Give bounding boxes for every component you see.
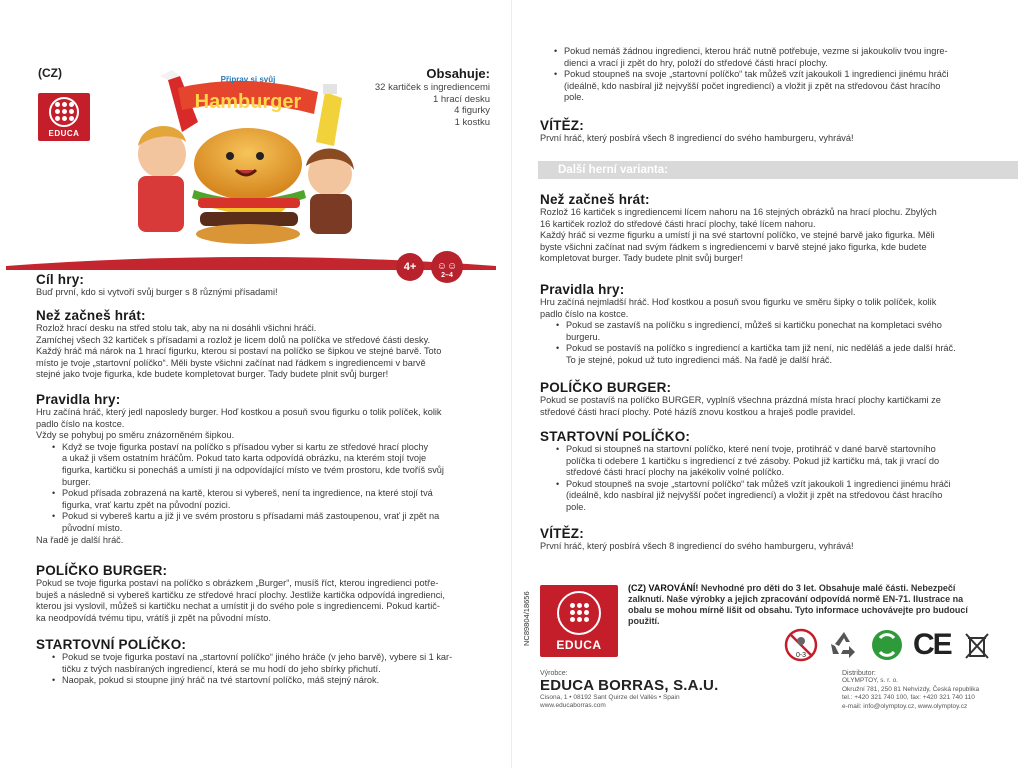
setup-title: Než začneš hrát: — [36, 308, 146, 323]
contents-box — [375, 66, 490, 128]
top-bullet — [564, 69, 1014, 104]
dist-label: Distributor: — [842, 670, 876, 677]
burger-line: Pokud se postavíš na políčko BURGER, vyplníš všechna prázdná místa hrací plochy kartičkami ze — [540, 395, 941, 405]
top-bullet — [564, 46, 1014, 69]
age-warning-icon — [784, 628, 818, 662]
rules-line: padlo číslo na kostce. — [540, 308, 629, 319]
warning-label: (CZ) VAROVÁNÍ! — [628, 583, 699, 593]
top-bullets-section — [538, 46, 1014, 104]
setup-line: Zamíchej všech 32 kartiček s přísadami a rozlož je licem dolů na políčka ve středové části desky. — [36, 334, 431, 345]
warning-line: použití. — [628, 616, 660, 626]
rules-bullet — [566, 320, 1016, 343]
start-bullet — [566, 479, 1016, 514]
variant-bar: Další herní varianta: — [538, 161, 1018, 179]
bullet-line: • Pokud se zastavíš na políčku s ingrediencí, můžeš si kartičku ponechat na kompletaci svého — [566, 320, 942, 331]
variant-setup-section — [540, 192, 1016, 265]
bullet-line: • Naopak, pokud si stoupne jiný hráč na tvé startovní políčko, máš stejný nárok. — [62, 675, 380, 686]
product-code: NC89804/18656 — [522, 591, 531, 647]
bullet-line: (ideálně, kdo nasbíral již nejvyšší počet ingrediencí) a vložit ji zpět na středovou část hracího — [566, 490, 943, 501]
variant-setup-title: Než začneš hrát: — [540, 192, 650, 207]
bullet-line: • Pokud si vybereš kartu a již ji ve svém prostoru s přísadami máš zastoupenou, vrať ji zpět na — [62, 511, 440, 522]
rules-bullet — [62, 442, 496, 488]
bullet-line: • Pokud se postavíš na políčko s ingrediencí a kartička tam již není, nic neděláš a jede další hráč. — [566, 343, 956, 354]
rules-bullet — [62, 511, 496, 534]
burger-line: středové části hrací plochy. Poté házíš znovu kostkou a hraješ podle pravidel. — [540, 406, 856, 417]
maker-name: EDUCA BORRAS, S.A.U. — [540, 677, 719, 694]
educa-logo-footer — [540, 585, 618, 657]
rules-line: padlo číslo na kostce. — [36, 418, 125, 429]
warning-line: obalu se mohou mírně lišit od obsahu. Tyto informace uchovávejte pro budoucí — [628, 605, 968, 615]
winner-section — [540, 118, 1016, 145]
bullet-line: • Když se tvoje figurka postaví na políčko s přísadou vyber si kartu ze středové hrací plochy — [62, 441, 429, 452]
bullet-line: • Pokud se tvoje figurka postaví na „startovní políčko“ jiného hráče (v jeho barvě), vybere si 1 kar- — [62, 652, 453, 662]
setup-line: stejné jako tvoje figurka, kde budete kompletovat burger. Tady budete plnit svůj burger! — [36, 369, 389, 380]
burger-line: ka neodpovídá tvému tipu, vrátíš ji zpět na původní místo. — [36, 612, 271, 623]
rules-title: Pravidla hry: — [36, 392, 121, 407]
start-bullet — [62, 675, 498, 687]
rules-line: Hru začíná hráč, který jedl naposledy burger. Hoď kostkou a posuň svou figurku o tolik políček, kolik — [36, 407, 442, 417]
bullet-line: figurka, kartičku si ponecháš a umísti ji na odpovídající místo ve tvém prostoru, kde tvoříš svůj — [62, 464, 444, 475]
language-code: (CZ) — [38, 66, 62, 80]
winner-text: První hráč, který posbírá všech 8 ingrediencí do svého hamburgeru, vyhrává! — [540, 133, 854, 143]
ce-mark-icon: CE — [913, 628, 951, 661]
rules-line: Vždy se pohybuj po směru znázorněném šipkou. — [36, 430, 235, 441]
contents-item: 32 kartiček s ingrediencemi — [374, 82, 490, 93]
burger-line: Pokud se tvoje figurka postaví na políčko s obrázkem „Burger“, musíš říct, kterou ingredienci potře- — [36, 578, 439, 588]
age-warning-text: 0-3 — [795, 652, 807, 659]
contents-item: 1 hrací desku — [432, 93, 490, 105]
players-count: 2–4 — [441, 272, 453, 279]
bullet-line: • Pokud přísada zobrazená na kartě, kterou si vybereš, není ta ingredience, na které stojí tvá — [62, 488, 433, 499]
warning-box — [628, 583, 994, 627]
bullet-line: figurka, vrať kartu zpět na původní pozici. — [62, 499, 231, 510]
burger-line: kterou jsi vyslovil, můžeš si kartičku nechat a umístit ji do svého pole s ingrediencemi. Pokud kartič- — [36, 601, 440, 612]
dist-line: tel.: +420 321 740 100, fax: +420 321 740 110 — [842, 694, 975, 701]
game-subtitle: Připrav si svůj — [220, 75, 276, 84]
start-bullet — [566, 444, 1016, 479]
bullet-line: burger. — [62, 476, 91, 487]
rules-bullet — [62, 488, 496, 511]
variant-rules-bullets — [540, 320, 1016, 366]
warning-line: Nevhodné pro děti do 3 let. Obsahuje malé části. Nebezpečí — [700, 583, 956, 593]
recycle-icon — [827, 628, 861, 662]
setup-line: Rozlož 16 kartiček s ingrediencemi lícem nahoru na 16 stejných obrázků na hrací plochu. Zbylých — [540, 207, 937, 217]
setup-line: Rozlož hrací desku na střed stolu tak, aby na ni dosáhli všichni hráči. — [36, 323, 317, 333]
variant-winner-section — [540, 526, 1016, 553]
warning-line: zalknutí. Naše výrobky a jejich zpracování odpovídá normě EN-71. Ilustrace na — [628, 594, 964, 604]
contents-item: 4 figurky — [454, 105, 490, 116]
bullet-line: • Pokud stoupneš na svoje „startovní políčko“ tak můžeš vzít jakoukoli 1 ingredienci jinému hráči — [566, 478, 951, 489]
setup-line: byste všichni začínat nad svým řádkem s ingrediencemi v barvě stejné jako figurka, kde budete — [540, 241, 927, 252]
distributor-block — [842, 670, 1018, 711]
rules-tail: Na řadě je další hráč. — [36, 534, 124, 545]
burger-section — [36, 563, 498, 624]
goal-section — [36, 272, 496, 299]
dist-line: Okružní 781, 250 81 Nehvizdy, Česká republika — [842, 685, 980, 693]
burger-title: POLÍČKO BURGER: — [36, 563, 168, 578]
game-title: Hamburger — [194, 91, 302, 113]
bullet-line: středové části hrací plochy na jakékoliv volné políčko. — [566, 467, 785, 478]
bullet-line: tičku z tvých nasbíraných ingrediencí, která se mu hodí do jeho sbírky přichutí. — [62, 663, 381, 674]
manufacturer-block — [540, 670, 718, 710]
maker-address: Cisona, 1 • 08192 Sant Quirze del Vallès • Spain — [540, 694, 680, 701]
winner-text: První hráč, který posbírá všech 8 ingrediencí do svého hamburgeru, vyhrává! — [540, 541, 854, 551]
contents-title: Obsahuje: — [426, 66, 490, 81]
setup-section — [36, 308, 496, 381]
variant-burger-title: POLÍČKO BURGER: — [540, 380, 672, 395]
winner-title: VÍTĚZ: — [540, 118, 584, 133]
bullet-line: (ideálně, kdo nasbíral již nejvyšší počet ingrediencí) a vložit ji zpět na středovou část hracího — [564, 80, 941, 91]
start-bullets — [36, 652, 498, 687]
weee-bin-icon — [960, 628, 994, 662]
compliance-icons — [784, 628, 994, 662]
top-bullets — [538, 46, 1014, 104]
right-page — [512, 0, 1024, 768]
variant-start-section — [540, 429, 1016, 514]
educa-logo-text: EDUCA — [48, 128, 80, 138]
age-badge: 4+ — [396, 253, 424, 281]
start-section — [36, 637, 498, 687]
rules-section — [36, 392, 496, 546]
variant-rules-section — [540, 282, 1016, 367]
educa-logo — [38, 93, 90, 141]
contents-item: 1 kostku — [454, 116, 490, 128]
bullet-line: původní místo. — [62, 522, 123, 533]
bullet-line: a ukaž ji všem ostatním hráčům. Pokud tato karta odpovídá obrázku, na kterém stojí tvoje — [62, 453, 427, 464]
setup-line: kompletovat burger. Tady budete plnit svůj burger! — [540, 253, 744, 264]
maker-label: Výrobce: — [540, 670, 568, 677]
bullet-line: • Pokud stoupneš na svoje „startovní políčko“ tak můžeš vzít jakoukoli 1 ingredienci jinému hráči — [564, 69, 949, 80]
rules-line: Hru začíná nejmladší hráč. Hoď kostkou a posuň svou figurku ve směru šipky o tolik políček, kolik — [540, 297, 937, 307]
hamburger-illustration — [120, 62, 370, 262]
variant-burger-section — [540, 380, 1016, 418]
start-bullet — [62, 652, 498, 675]
maker-web: www.educaborras.com — [540, 702, 606, 709]
burger-line: buješ a následně si vybereš kartičku ze středové hrací plochy. Jestliže kartička odpovídá ingredienci, — [36, 589, 445, 600]
variant-rules-title: Pravidla hry: — [540, 282, 625, 297]
setup-line: místo je tvoje „startovní políčko“. Měli byste všichni začínat nad řádkem s ingrediencemi v barvě — [36, 357, 426, 368]
variant-start-bullets — [540, 444, 1016, 514]
variant-winner-title: VÍTĚZ: — [540, 526, 584, 541]
start-title: STARTOVNÍ POLÍČKO: — [36, 637, 187, 652]
dist-line: OLYMPTOY, s. r. o. — [842, 677, 898, 684]
rules-bullets — [36, 442, 496, 535]
setup-line: Každý hráč má nárok na 1 hrací figurku, kterou si postaví na políčko se šipkou ve stejné barvě. Toto — [36, 346, 442, 357]
setup-line: 16 kartiček rozlož do středové části hrací plochy, také lícem nahoru. — [540, 218, 816, 229]
bullet-line: políčka ti odebere 1 kartičku s ingrediencí z tvé zásoby. Pokud již kartičku má, tak ji vrací do — [566, 455, 940, 466]
goal-text: Buď první, kdo si vytvoří svůj burger s 8 různými přísadami! — [36, 287, 278, 297]
variant-start-title: STARTOVNÍ POLÍČKO: — [540, 429, 691, 444]
bullet-line: • Pokud nemáš žádnou ingredienci, kterou hráč nutně potřebuje, vezme si jakoukoliv tvou ingre- — [564, 46, 948, 56]
bullet-line: • Pokud si stoupneš na startovní políčko, které není tvoje, protihráč v dané barvě startovního — [566, 444, 936, 454]
goal-title: Cíl hry: — [36, 272, 85, 287]
bullet-line: To je stejné, pokud už tuto ingredienci máš. Na řadě je další hráč. — [566, 354, 833, 365]
rules-bullet — [566, 343, 1016, 366]
educa-logo-footer-text: EDUCA — [556, 637, 602, 652]
green-dot-icon — [870, 628, 904, 662]
players-icon: ☺☺ — [436, 261, 458, 272]
bullet-line: pole. — [566, 501, 586, 512]
setup-line: Každý hráč si vezme figurku a umístí ji na své startovní políčko, ve stejné barvě jako figurka. Měli — [540, 230, 935, 241]
dist-line: e-mail: info@olymptoy.cz, www.olymptoy.cz — [842, 702, 968, 710]
bullet-line: pole. — [564, 92, 584, 103]
bullet-line: dienci a vrací ji zpět do hry, položí do středové části hrací plochy. — [564, 57, 828, 68]
bullet-line: burgeru. — [566, 331, 601, 342]
